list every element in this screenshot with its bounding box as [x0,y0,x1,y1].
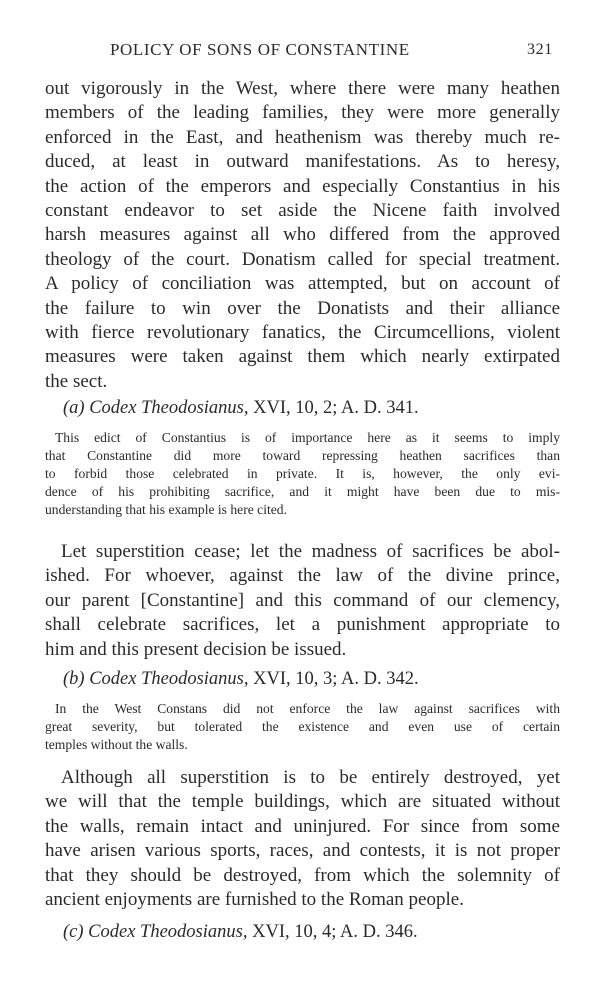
citation-source: Codex Theodosianus, [89,669,249,689]
citation-ref: XVI, 10, 4; A. D. 346. [252,922,418,942]
text-line: constant endeavor to set aside the Nicene faith involved [45,200,560,222]
page-number: 321 [527,41,553,58]
text-line: members of the leading families, they were more generally [45,102,560,124]
text-line: the walls, remain intact and uninjured. For since from some [45,815,560,837]
text-line: we will that the temple buildings, which are situated without [45,791,560,813]
note-line: temples without the walls. [45,737,188,752]
note-line: great severity, but tolerated the existence and even use of certain [45,719,560,734]
citation-source: Codex Theodosianus, [89,398,249,418]
citation-source: Codex Theodosianus, [88,922,248,942]
running-header [0,40,607,64]
text-line: A policy of conciliation was attempted, but on account of [45,273,560,295]
text-line: that they should be destroyed, from which the solemnity of [45,864,560,886]
text-line: theology of the court. Donatism called for special treatment. [45,248,560,270]
text-line: harsh measures against all who differed from the approved [45,224,560,246]
text-line: duced, at least in outward manifestations. As to heresy, [45,151,560,173]
paragraph-1 [45,77,560,394]
text-line: him and this present decision be issued. [45,638,347,660]
note-line: This edict of Constantius is of importance here as it seems to imply [55,430,560,445]
text-line: the sect. [45,370,108,392]
text-line: have arisen various sports, races, and contests, it is not proper [45,840,560,862]
citation-label: (b) [63,669,85,689]
text-line: Let superstition cease; let the madness of sacrifices be abol- [61,541,560,562]
note-line: dence of his prohibiting sacrifice, and it might have been due to mis- [45,484,560,499]
text-line: measures were taken against them which nearly extirpated [45,346,560,368]
text-line: ancient enjoyments are furnished to the Roman people. [45,889,464,911]
citation-label: (a) [63,398,85,418]
paragraph-2 [45,540,560,662]
note-line: understanding that his example is here cited. [45,502,287,517]
note-a [45,429,560,519]
text-line: enforced in the East, and heathenism was thereby much re- [45,126,560,148]
text-line: Although all superstition is to be entirely destroyed, yet [61,767,560,788]
citation-ref: XVI, 10, 3; A. D. 342. [253,669,419,689]
citation-a [63,398,419,419]
text-line: our parent [Constantine] and this command of our clemency, [45,589,560,611]
citation-b [63,669,419,690]
citation-ref: XVI, 10, 2; A. D. 341. [253,398,419,418]
citation-c [63,922,418,943]
header-title: POLICY OF SONS OF CONSTANTINE [110,40,410,59]
note-line: In the West Constans did not enforce the law against sacrifices with [55,701,560,716]
paragraph-3 [45,766,560,912]
text-line: the action of the emperors and especially Constantius in his [45,175,560,197]
note-line: to forbid those celebrated in private. It is, however, the only evi- [45,466,560,481]
text-line: out vigorously in the West, where there were many heathen [45,78,560,99]
note-b [45,700,560,754]
text-line: ished. For whoever, against the law of the divine prince, [45,565,560,587]
text-line: the failure to win over the Donatists and their alliance [45,297,560,319]
text-line: with fierce revolutionary fanatics, the Circumcellions, violent [45,322,560,344]
note-line: that Constantine did more toward repressing heathen sacrifices than [45,448,560,463]
text-line: shall celebrate sacrifices, let a punishment appropriate to [45,614,560,636]
citation-label: (c) [63,922,84,942]
